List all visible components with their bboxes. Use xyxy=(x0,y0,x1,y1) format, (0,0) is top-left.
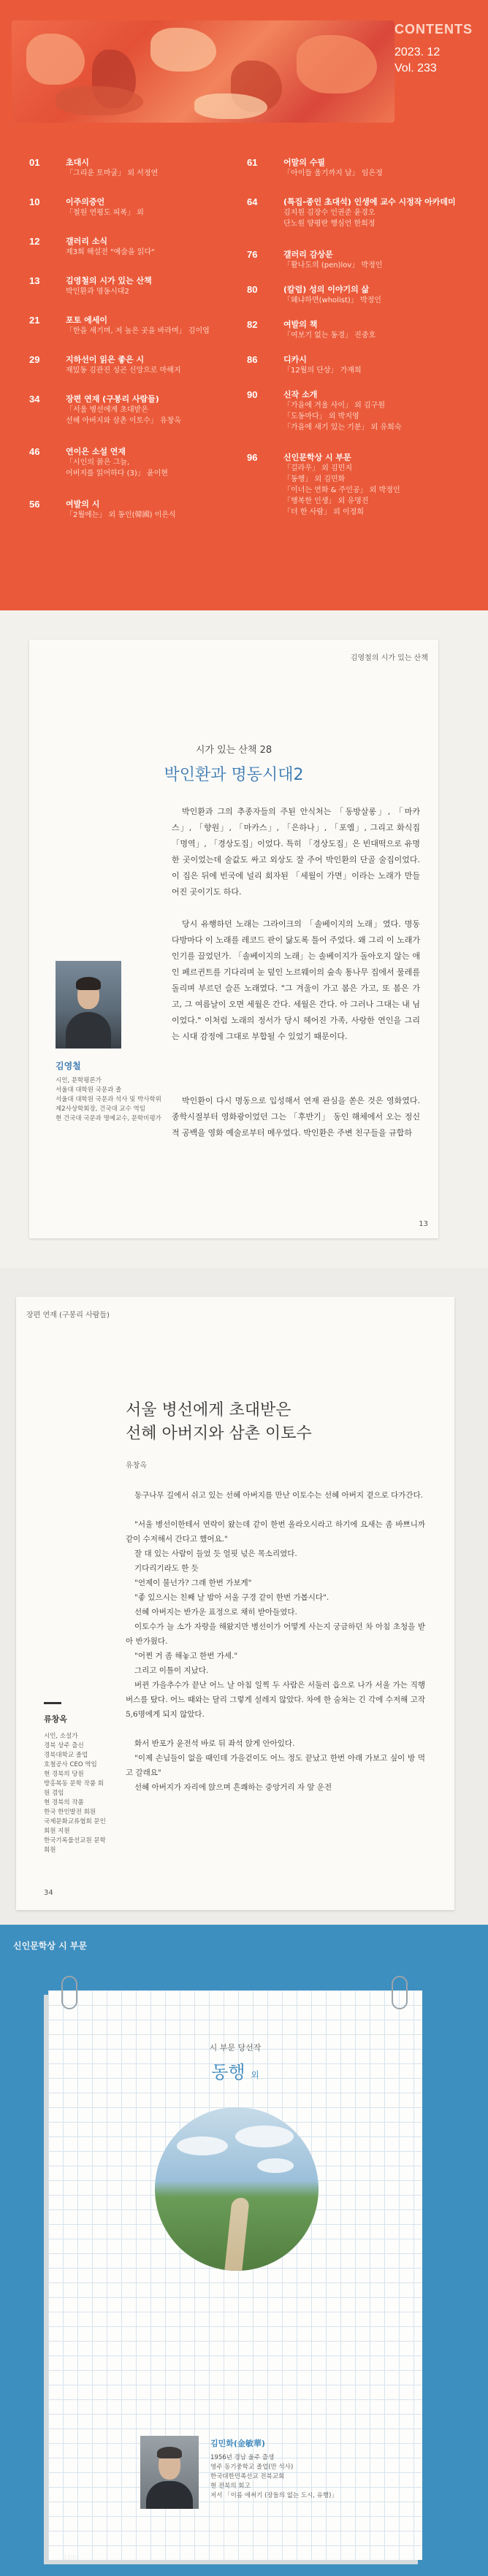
running-head: 장편 연재 (구봉리 사람들) xyxy=(26,1311,110,1319)
body-paragraph: "좋 있으시는 친째 날 밤아 서울 구경 같이 한번 가봅시다". xyxy=(134,1593,329,1602)
poem-kicker: 시 부문 당선작 xyxy=(209,2043,262,2052)
body-paragraph: 박인환과 그의 추종자들의 주된 안식처는 「동방살롱」, 「마카스」, 「향원」, 「마카스」, 「은하나」, 「포엠」, 그리고 화식집 「명역」, 「경상도집」이었다. 특히 「경상도집」은 빈대떡으로 유명한 곳이었는데 술값도 싸고 외상도 잘 주어 박인환의 단골 술집이었다. 이 집은 뒤에 빈국에 널리 회자된 「세월이 가면」이라는 노래가 만들어진 곳이기도 하다. xyxy=(172,807,420,897)
toc-entry[interactable] xyxy=(29,354,241,394)
toc-subtitle: 「시인의 붉은 그늘, xyxy=(66,459,130,467)
toc-entry[interactable] xyxy=(29,236,241,275)
body-paragraph: "언제이 불넌가? 그래 한번 가보게" xyxy=(134,1579,252,1587)
toc-subtitle: 「동행」 외 김민화 xyxy=(283,475,346,483)
series-kicker: 시가 있는 산책 28 xyxy=(195,745,272,756)
toc-page-number: 34 xyxy=(29,394,40,405)
toc-title: 연이은 소설 연재 xyxy=(66,447,126,456)
masthead xyxy=(394,22,475,75)
toc-right-column xyxy=(247,157,459,532)
page-number: 106 xyxy=(63,2554,77,2562)
toc-title: 신작 소개 xyxy=(283,390,318,399)
toc-subtitle: 「행복한 인생」 외 유명진 xyxy=(283,497,369,505)
body-paragraph: "이제 손님들이 없을 때인데 가을걷이도 어느 정도 끝났고 한번 아래 가보고 싶이 방 먹고 갈래요" xyxy=(126,1754,425,1777)
divider xyxy=(44,1702,61,1704)
body-paragraph: 박인환이 다시 명동으로 입성해서 연재 관심을 쏟은 것은 영화였다. 종학시절부터 영화광이었던 그는 「후반기」 동인 해체에서 오는 정신적 공백을 영화 예술로부터 메우었다. 박인환은 주변 친구들을 규합하 xyxy=(172,1096,420,1138)
toc-entry[interactable] xyxy=(29,275,241,315)
toc-entry[interactable] xyxy=(247,249,459,284)
newcomer-award-page xyxy=(0,1925,488,2576)
author-sidebar xyxy=(44,1702,110,1855)
poet-name: 김민화(金敏華) xyxy=(210,2439,265,2448)
toc-entry[interactable] xyxy=(247,319,459,354)
body-paragraph: 동구나무 길에서 쉬고 있는 선혜 아버지를 만난 이토수는 선혜 아버지 곁으로 다가간다. xyxy=(134,1491,424,1500)
section-label: 신인문학상 시 부문 xyxy=(13,1941,88,1951)
toc-entry[interactable] xyxy=(29,315,241,354)
toc-title: 김영철의 시가 있는 산책 xyxy=(66,276,152,285)
poem-title: 동행 외 xyxy=(211,2062,259,2082)
body-paragraph: 화서 반포가 윤전석 바로 뒤 좌석 앉게 안아있다. xyxy=(134,1739,295,1748)
body-paragraph: 선혜 아버지는 반가운 표정으로 채히 받아들였다. xyxy=(134,1608,297,1617)
toc-title: 지하선이 읽은 좋은 시 xyxy=(66,355,145,364)
byline: 유창옥 xyxy=(126,1462,147,1470)
toc-entry[interactable] xyxy=(247,354,459,389)
toc-subtitle: 「활나도의 (pen)lov」 박정인 xyxy=(283,261,383,269)
toc-subtitle: 「이너는 연화 & 주인공」 외 박정인 xyxy=(283,486,400,494)
toc-title: 디카시 xyxy=(283,355,307,364)
toc-title: 이주의증언 xyxy=(66,197,105,207)
toc-title: (칼럼) 성의 이야기의 삶 xyxy=(283,285,370,294)
toc-title: 어말의 수필 xyxy=(283,158,325,167)
body-paragraph: 선혜 아버지가 자리에 앉으며 흔쾌하는 중앙거리 자 앞 운전 xyxy=(134,1783,332,1792)
toc-entry[interactable] xyxy=(247,452,459,532)
toc-entry[interactable] xyxy=(247,157,459,196)
toc-page-number: 10 xyxy=(29,196,40,207)
poetry-walk-page xyxy=(0,610,488,1268)
poet-photo xyxy=(140,2436,199,2509)
paper-clip-icon xyxy=(392,1976,408,2009)
toc-title: 여발의 시 xyxy=(66,499,100,509)
toc-page-number: 64 xyxy=(247,196,258,207)
poet-bio: 1956년 경남 울주 출생 영주 동기중학교 졸업(만 석사) 한국대한민족선교 전북교회 현 전북의 회고 저서 「이름 애써기 (장돌의 없는 도시, 유행)」 xyxy=(210,2454,338,2499)
contents-page xyxy=(0,0,488,610)
toc-page-number: 82 xyxy=(247,319,258,330)
toc-page-number: 13 xyxy=(29,275,40,286)
author-photo xyxy=(56,961,121,1049)
author-name: 김영철 xyxy=(56,1061,81,1071)
toc-page-number: 61 xyxy=(247,157,258,168)
toc-entry[interactable] xyxy=(29,446,241,499)
toc-subtitle: 선혜 아버지와 삼촌 이토수」 유창옥 xyxy=(66,417,181,425)
toc-subtitle: 「왜냐하면(wholist)」 박정인 xyxy=(283,296,381,304)
cover-artwork xyxy=(12,20,394,123)
toc-page-number: 76 xyxy=(247,249,258,260)
toc-subtitle: 어버지를 읽어하다 (3)」 윤이현 xyxy=(66,469,168,478)
body-paragraph: 잘 대 있는 사람이 들었 듯 얼핏 넋은 목소리였다. xyxy=(134,1549,297,1558)
paper-clip-icon xyxy=(61,1976,77,2009)
landscape-photo xyxy=(155,2107,319,2271)
toc-subtitle: 「한을 새기며, 저 높은 곳을 바라며」 김이엽 xyxy=(66,327,210,335)
toc-page-number: 96 xyxy=(247,452,258,463)
article-headline: 서울 병선에게 초대받은 선혜 아버지와 삼촌 이토수 xyxy=(126,1401,312,1443)
toc-subtitle: 제3회 해설전 "예술을 읽다" xyxy=(66,248,155,256)
toc-subtitle: 「철원 연평도 피폭」 외 xyxy=(66,209,144,217)
toc-subtitle: 「더 한 사람」 외 이정희 xyxy=(283,508,364,516)
author-bio: 시인, 문학평론가 서울대 대학원 국문과 졸 서울대 대학원 국문과 석사 및 박사학위 제2사상학회장, 건국대 교수 역임 현 건국대 국문과 명예교수, 문학비평가 xyxy=(56,1077,161,1122)
toc-title: 여발의 책 xyxy=(283,320,318,329)
body-paragraph: "서울 병선이한테서 연락이 왔는데 같이 한번 올라오시라고 하기에 요새는 좀 바쁘니까 같이 수저해서 간다고 했어요." xyxy=(126,1520,425,1544)
toc-entry[interactable] xyxy=(29,499,241,538)
serial-novel-page xyxy=(0,1268,488,1925)
toc-page-number: 12 xyxy=(29,236,40,247)
running-head: 김영철의 시가 있는 산책 xyxy=(350,654,428,662)
toc-title: 장편 연재 (구봉리 사람들) xyxy=(66,394,159,404)
page-number: 13 xyxy=(419,1220,428,1228)
toc-subtitle: 「2월에는」 외 동인(韓國) 이은식 xyxy=(66,511,176,519)
toc-entry[interactable] xyxy=(29,157,241,196)
toc-subtitle: 「여보기 없는 동경」 진중호 xyxy=(283,331,376,340)
toc-subtitle: 「12월의 단상」 가재희 xyxy=(283,367,362,375)
toc-entry[interactable] xyxy=(29,196,241,236)
contents-heading: CONTENTS xyxy=(394,22,473,37)
toc-title: 포토 에세이 xyxy=(66,315,107,325)
body-paragraph: 그리고 이틀이 지났다. xyxy=(134,1666,209,1675)
volume-number: Vol. 233 xyxy=(394,62,437,74)
toc-title: (특집-종인 초대석) 인생에 교수 시정작 아카데미 xyxy=(283,197,456,207)
toc-page-number: 01 xyxy=(29,157,40,168)
toc-entry[interactable] xyxy=(247,284,459,319)
toc-subtitle: 단노원 양평란 행심언 한희정 xyxy=(283,220,375,228)
toc-subtitle: 「그리운 토마굴」 외 서정연 xyxy=(66,169,159,177)
toc-title: 신인문학상 시 부문 xyxy=(283,453,351,462)
toc-entry[interactable] xyxy=(247,196,459,249)
toc-subtitle: 재밌동 김관진 성곤 신앙으로 마해지 xyxy=(66,367,181,375)
toc-page-number: 56 xyxy=(29,499,40,510)
body-paragraph: 당시 유행하던 노래는 그라이크의 「솔베이지의 노래」였다. 명동 다방마다 이 노래를 레코드 판이 닳도록 틀어 주었다. 왜 그리 이 노래가 인기를 끌었던가. 「솔베이지의 노래」는 솔베이지가 돌아오지 않는 애인 페르귄트를 기다리며 눈 덮인 노르웨이의 숲속 통나무 집에서 물레를 돌리며 부르던 슬픈 노래였다. "그 겨울이 가고 봄은 가고, 또 봄은 가고, 그 여름날이 오면 세월은 간다. 세월은 간다. 아 그러나 그대는 내 님이었다." 이처럼 노래의 정서가 당시 헤어진 가족, 사랑한 연인을 그리는 시대 감정에 그대로 부합될 수 있었기 때문이다. xyxy=(172,919,420,1041)
toc-left-column xyxy=(29,157,241,538)
body-paragraph: 이토수가 늘 소가 자랑을 해왔지만 병선이가 어떻게 사는지 궁금하던 차 아침 초청을 받아 반가웠다. xyxy=(126,1622,425,1646)
toc-entry[interactable] xyxy=(29,394,241,446)
issue-date: 2023. 12 xyxy=(394,46,441,58)
toc-title: 초대시 xyxy=(66,158,89,167)
toc-subtitle: 「도동마다」 외 박지영 xyxy=(283,413,359,421)
toc-page-number: 29 xyxy=(29,354,40,365)
page-number: 34 xyxy=(44,1889,53,1897)
body-paragraph: "어쩐 거 좀 해놓고 한번 가세." xyxy=(134,1652,238,1660)
toc-entry[interactable] xyxy=(247,389,459,452)
grid-paper-sheet xyxy=(48,1990,422,2560)
body-paragraph: 버뀐 가을추수가 끝난 어느 날 아침 일찍 두 사람은 서둘러 읍으로 나가 서울 가는 직행버스를 탔다. 어느 때와는 달리 그렇게 설레지 않았다. 차에 한 숨쳐는 긴 각에 수저해 고작 5,6명에게 되지 않았다. xyxy=(126,1681,425,1719)
toc-subtitle: 「서울 병선에게 초대받은 xyxy=(66,406,148,414)
toc-page-number: 90 xyxy=(247,389,258,400)
article-sheet xyxy=(29,640,438,1238)
toc-title: 갤러리 소식 xyxy=(66,237,107,246)
author-bio: 시인, 소설가 경북 상주 출신 경북대학교 졸업 호철공사 CEO 역임 현 경북의 당원 방홍복동 문학 작품 회원 겸임 현 경북의 작품 한국 한인발전 회원 국제문화교류협회 문인 회원 지원 한국기록물선교원 문학 회원 xyxy=(44,1733,106,1854)
article-sheet xyxy=(16,1297,454,1910)
toc-subtitle: 김지원 김장수 인권준 윤경오 xyxy=(283,209,375,217)
body-paragraph: 기다리기라도 한 듯 xyxy=(134,1564,199,1573)
toc-page-number: 86 xyxy=(247,354,258,365)
toc-subtitle: 박인환과 명동시대2 xyxy=(66,288,129,296)
toc-subtitle: 「아이들 울기까지 날」 임은정 xyxy=(283,169,383,177)
toc-subtitle: 「길라우」 외 김민지 xyxy=(283,464,352,472)
toc-page-number: 46 xyxy=(29,446,40,457)
toc-subtitle: 「가을에 새기 있는 기분」 외 유희숙 xyxy=(283,423,402,432)
toc-page-number: 80 xyxy=(247,284,258,295)
author-name: 류창옥 xyxy=(44,1714,67,1724)
article-headline: 박인환과 명동시대2 xyxy=(164,766,304,784)
toc-page-number: 21 xyxy=(29,315,40,326)
toc-title: 갤러리 감상문 xyxy=(283,250,333,259)
toc-subtitle: 「가을에 겨울 사이」 외 김구원 xyxy=(283,402,385,410)
